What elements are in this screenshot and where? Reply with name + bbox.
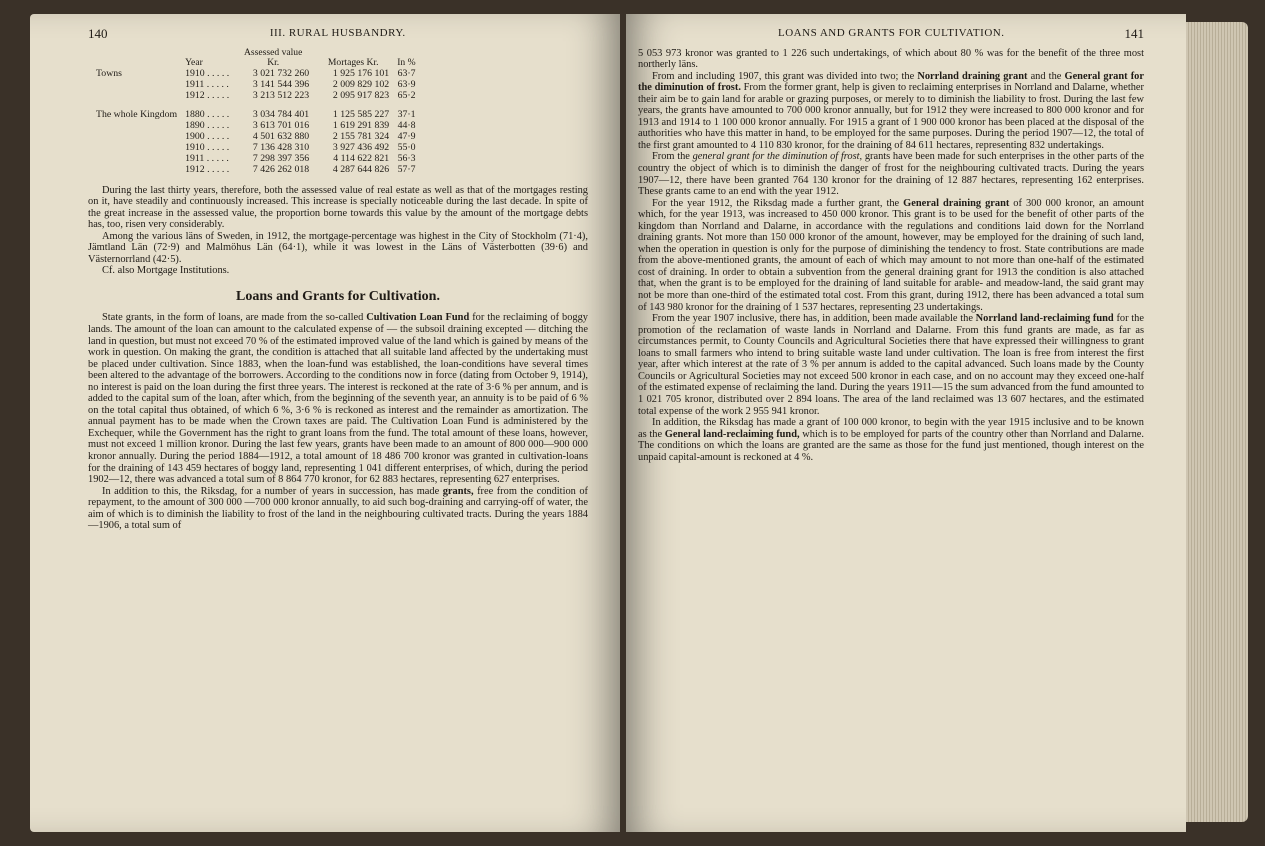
right-page <box>626 14 1186 832</box>
right-running-title: LOANS AND GRANTS FOR CULTIVATION. <box>778 27 1005 39</box>
cell: 3 021 732 260 <box>252 67 310 79</box>
cell: 65·2 <box>397 89 416 101</box>
cell: 63·9 <box>397 78 416 90</box>
text-run: for the promotion of the reclamation of waste lands in Norrland and Dalarne. From this fund grants are made, as far as circumstances permit, to County Councils and Agricultural Societies there that have expressed their willingness to grant loans to small farmers who intend to bring suitable waste land under cultivation. The loan is free from interest the first year, after which interest at the rate of 3 % per annum is added to the capital advanced. Such loans made by the County Councils or Agricultural Societies may not exceed 500 kronor in each case, and on no account may they exceed one-half of the estimated expense of reclaiming the land. During the years 1911—15 the sum advanced from the fund amounted to 1 021 705 kronor, distributed over 2 894 loans. The area of the land reclaimed was 13 607 hectares, and the estimated total expense of the work 2 955 941 kronor. <box>638 313 1144 417</box>
cell: 4 114 622 821 <box>333 152 390 164</box>
cell: 3 213 512 223 <box>252 89 310 101</box>
table-row <box>92 142 420 153</box>
table-row <box>92 153 420 164</box>
cell: 7 136 428 310 <box>252 141 310 153</box>
cell: 1910 . . . . . <box>185 67 230 79</box>
header-year: Year <box>185 56 203 68</box>
paragraph: Among the various läns of Sweden, in 1912, the mortgage-percentage was highest in the City of Stockholm (71·4), Jämtland Län (72·9) and Malmöhus Län (64·1), while it was lowest in the Läns of Västerbotten (39·6) and Västernorrland (42·5). <box>88 230 588 265</box>
bold-term: General land-reclaiming fund, <box>664 428 800 440</box>
cell: 1880 . . . . . <box>185 108 230 120</box>
group-label-kingdom: The whole Kingdom <box>96 108 178 120</box>
text-run: From the <box>652 151 693 163</box>
cell: 63·7 <box>397 67 416 79</box>
cell: 3 141 544 396 <box>252 78 310 90</box>
table-row <box>92 79 420 90</box>
cell: 1911 . . . . . <box>185 152 229 164</box>
cell: 57·7 <box>397 163 416 175</box>
group-label-towns: Towns <box>96 67 122 79</box>
cell: 1890 . . . . . <box>185 119 230 131</box>
cell: 1900 . . . . . <box>185 130 230 142</box>
cell: 7 298 397 356 <box>252 152 310 164</box>
cell: 1910 . . . . . <box>185 141 230 153</box>
bold-term: Cultivation Loan Fund <box>366 312 470 324</box>
text-run: State grants, in the form of loans, are made from the so-called <box>102 312 367 324</box>
table-row <box>92 68 420 79</box>
cell: 1912 . . . . . <box>185 89 230 101</box>
text-run: From the former grant, help is given to reclaiming enterprises in Norrland and Dalarne, whether their aim be to gain land for arable or grazing purposes, or merely to to diminish the liability to frost. During the last few years, the grants have amounted to 700 000 kronor annually, but for 1912 they were increased to 800 000 kronor and for 1913 and 1914 to 1 100 000 kronor annually. For 1915 a grant of 1 900 000 kronor has been placed at the disposal of the authorities who have this matter in hand, to be employed for the same purposes. During the period 1907—12, the total of the first grant amounted to 4 110 830 kronor, for the draining of 84 611 hectares, representing 832 undertakings. <box>638 82 1144 151</box>
table-header-row <box>92 48 420 68</box>
cell: 4 501 632 880 <box>252 130 310 142</box>
cell: 3 613 701 016 <box>252 119 310 131</box>
cell: 55·0 <box>397 141 416 153</box>
paragraph <box>638 313 1144 417</box>
cell: 2 155 781 324 <box>332 130 390 142</box>
cell: 1911 . . . . . <box>185 78 229 90</box>
cell: 7 426 262 018 <box>252 163 310 175</box>
text-run: In addition, the Riksdag has made a grant of 100 000 kronor, to begin with the year 1915 inclusive and to be known as the <box>638 417 1144 440</box>
left-running-title: III. RURAL HUSBANDRY. <box>269 27 406 39</box>
bold-term: Norrland draining grant <box>917 70 1028 82</box>
right-page-number: 141 <box>1124 26 1144 41</box>
cell: 3 927 436 492 <box>332 141 390 153</box>
cell: 2 095 917 823 <box>332 89 390 101</box>
header-assessed-value: Assessed value Kr. <box>244 46 303 68</box>
header-mortgages: Mortages Kr. <box>327 56 379 68</box>
cell: 1 619 291 839 <box>332 119 390 131</box>
text-run: In addition to this, the Riksdag, for a number of years in succession, has made <box>102 485 443 497</box>
bold-term: General draining grant <box>903 197 1010 209</box>
page-edges <box>1186 22 1248 822</box>
bold-term: General grant for the diminution of frost. <box>638 70 1144 94</box>
text-run: and the <box>1027 70 1065 82</box>
table-row <box>92 90 420 101</box>
text-run: From and including 1907, this grant was divided into two; the <box>652 70 918 82</box>
paragraph: 5 053 973 kronor was granted to 1 226 such undertakings, of which about 80 % was for the benefit of the three most northerly läns. <box>638 47 1144 71</box>
text-run: free from the condition of repayment, to the amount of 300 000 —700 000 kronor annually, to aid such bog-draining and carrying-off of water, the aim of which is to diminish the liability to frost of the land in the neighbouring cultivated tracts. During the years 1884—1906, a total sum of <box>88 485 588 532</box>
header-percent: In % <box>397 56 416 68</box>
section-heading: Loans and Grants for Cultivation. <box>236 288 440 304</box>
paragraph: During the last thirty years, therefore, both the assessed value of real estate as well as that of the mortgages resting on it, have steadily and continuously increased. This increase is specially noticeable during the last decade. In spite of the great increase in the assessed value, the proportion borne towards this value by the amount of the mortgage debts has, too, risen very considerably. <box>88 184 588 231</box>
paragraph: Cf. also Mortgage Institutions. <box>102 265 230 277</box>
cell: 1912 . . . . . <box>185 163 230 175</box>
cell: 44·8 <box>397 119 416 131</box>
bold-term: Norrland land-reclaiming fund <box>975 313 1114 325</box>
cell: 56·3 <box>397 152 416 164</box>
bold-term: grants, <box>442 485 474 497</box>
cell: 1 125 585 227 <box>332 108 390 120</box>
italic-term: general grant for the diminution of frost, <box>692 151 863 163</box>
left-page-content <box>88 28 588 532</box>
text-run: For the year 1912, the Riksdag made a further grant, the <box>652 197 904 209</box>
text-run: From the year 1907 inclusive, there has, in addition, been made available the <box>652 313 976 325</box>
text-run: of 300 000 kronor, an amount which, for the year 1913, was increased to 450 000 kronor. This grant is to be used for the benefit of other parts of the kingdom than Norrland and Dalarne, in accordance with the regulations and conditions laid down for the Norrland draining grants. Not more than 150 000 kronor of the amount, however, may be employed for the draining of such land, when the operation in question is only for the purpose of diminishing the tendency to frost. State contributions are made from the above-mentioned grants, the amount of each of which may amount to not more than one-half of the estimated cost of draining. In order to obtain a subvention from the general draining grant for 1913 the condition is also attached that, when the grant is to be employed for the draining of land suitable for arable- and meadow-land, the said grant may not be more than one-third of the estimated total cost. From this grant, during 1912, there has been advanced a total sum of 143 980 kronor for the draining of 1 537 hectares, representing 23 undertakings. <box>638 197 1144 313</box>
table-row <box>92 164 420 175</box>
text-run: for the reclaiming of boggy lands. The amount of the loan can amount to the calculated expense of — the subsoil draining excepted — ditching the land in question, but must not exceed 70 % of the estimated improved value of the land which is gained by means of the work in question. On making the grant, the condition is attached that all suitable land affected by the undertaking must be placed under cultivation. Since 1883, when the loan-fund was established, the loan-conditions have several times been altered to the advantage of the borrowers. According to the conditions now in force (dating from October 9, 1914), no interest is paid on the loan during the first three years. The interest is reckoned at the rate of 3·6 % per annum, and is added to the capital sum of the loan, after which, from the beginning of the seventh year, an annuity is to be paid of 6 % on the total capital thus obtained, of which 6 %, 3·6 % is reckoned as interest and the remainder as amortization. The annual payment has to be made when the Crown taxes are paid. The Cultivation Loan Fund is administered by the Exchequer, while the Government has the right to grant loans from the fund. The total amount of these loans, however, must not exceed 1 million kronor. During the last few years, grants have been made to an amount of 800 000—900 000 kronor annually. During the period 1884—1912, a total amount of 18 486 700 kronor was granted in cultivation-loans for the draining of 143 459 hectares of boggy land, representing 1 041 different enterprises, of which, during the period 1902—12, there was advanced a total sum of 8 864 770 kronor, for 62 883 hectares, representing 627 enterprises. <box>88 312 588 486</box>
table-row <box>92 131 420 142</box>
table-row <box>92 109 420 120</box>
text-run: which is to be employed for parts of the country other than Norrland and Dalarne. The conditions on which the loans are granted are the same as those for the fund just mentioned, though interest on the unpaid capital-amount is reckoned at 4 %. <box>638 428 1144 463</box>
cell: 3 034 784 401 <box>252 108 310 120</box>
text-run: grants have been made for such enterprises in the other parts of the country the object of which is to diminish the danger of frost for the neighbouring cultivated tracts. During the years 1907—12, there have been granted 764 130 kronor for the draining of 12 887 hectares, representing 162 enterprises. These grants came to an end with the year 1912. <box>638 151 1144 198</box>
cell: 4 287 644 826 <box>332 163 390 175</box>
right-page-content <box>638 28 1144 463</box>
cell: 47·9 <box>397 130 416 142</box>
paragraph <box>88 312 588 485</box>
paragraph <box>638 71 1144 152</box>
left-page-number: 140 <box>88 26 108 41</box>
right-running-head <box>638 28 1144 40</box>
cell: 2 009 829 102 <box>332 78 390 90</box>
table-row <box>92 120 420 131</box>
left-page <box>30 14 620 832</box>
paragraph <box>638 198 1144 313</box>
cell: 37·1 <box>397 108 416 120</box>
cell: 1 925 176 101 <box>332 67 390 79</box>
left-running-head <box>88 28 588 40</box>
paragraph <box>638 151 1144 197</box>
paragraph <box>88 486 588 532</box>
mortgage-table <box>92 48 420 175</box>
paragraph <box>638 417 1144 463</box>
